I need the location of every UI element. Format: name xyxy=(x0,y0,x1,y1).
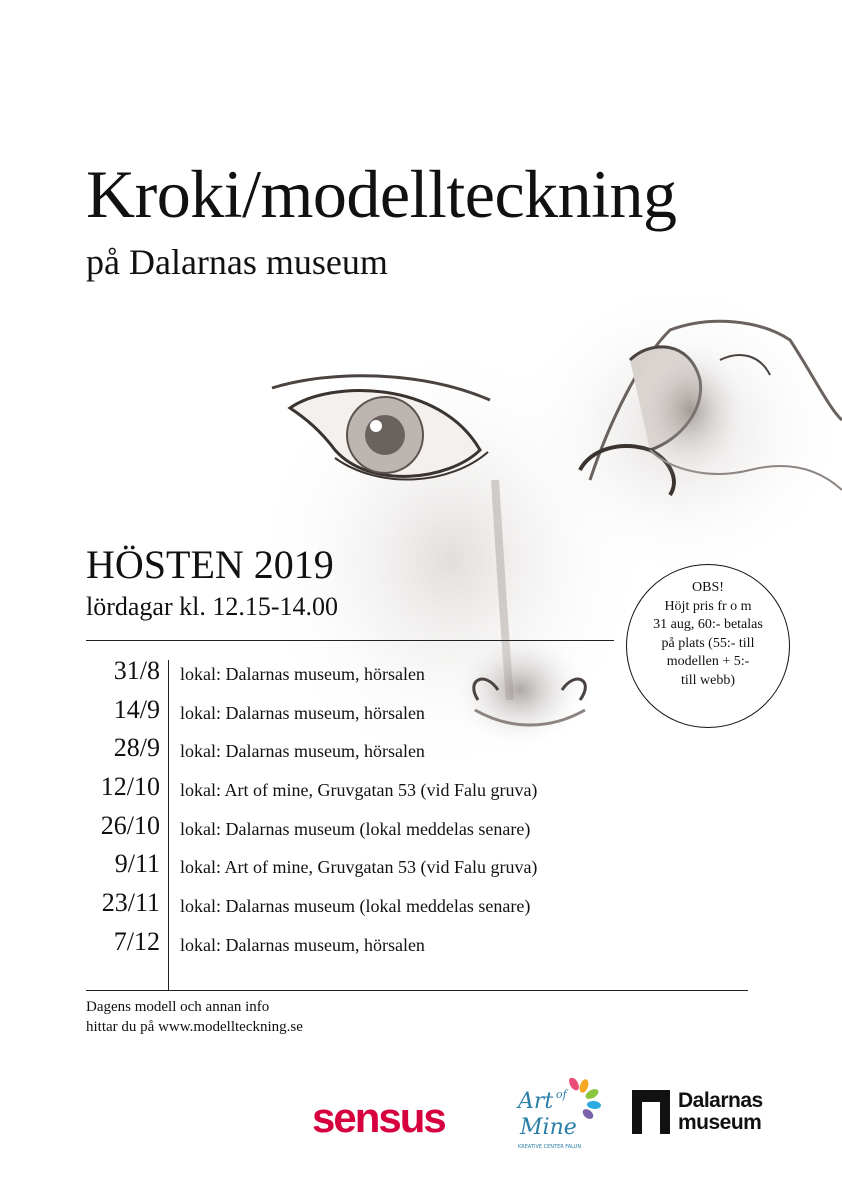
dalarnas-museum-logo xyxy=(678,1090,763,1134)
schedule-list xyxy=(86,656,646,966)
poster-subtitle: på Dalarnas museum xyxy=(86,242,388,282)
sensus-logo: sensus xyxy=(312,1094,445,1141)
schedule-venue: lokal: Dalarnas museum (lokal meddelas senare) xyxy=(180,896,531,917)
schedule-date: 12/10 xyxy=(100,772,160,802)
footer-info xyxy=(86,997,303,1037)
schedule-row xyxy=(86,811,646,850)
schedule-date: 14/9 xyxy=(113,694,160,724)
schedule-date: 31/8 xyxy=(113,656,160,685)
schedule-date: 7/12 xyxy=(113,926,160,956)
notice-line: modellen + 5:- xyxy=(666,654,750,669)
price-notice-circle xyxy=(626,564,790,728)
art-of-mine-word-of: of xyxy=(556,1088,567,1101)
schedule-date: 28/9 xyxy=(113,733,160,763)
poster-title: Kroki/modellteckning xyxy=(86,156,677,232)
dalarnas-museum-mark-icon xyxy=(632,1090,670,1134)
notice-line: 31 aug, 60:- betalas xyxy=(653,617,763,632)
session-hours: lördagar kl. 12.15-14.00 xyxy=(86,592,339,621)
schedule-row xyxy=(86,849,646,888)
notice-line: till webb) xyxy=(680,672,736,688)
schedule-row xyxy=(86,695,646,734)
schedule-venue: lokal: Dalarnas museum, hörsalen xyxy=(180,741,425,762)
schedule-venue: lokal: Dalarnas museum, hörsalen xyxy=(180,934,425,955)
divider-bottom xyxy=(86,990,748,991)
schedule-date: 9/11 xyxy=(114,849,160,879)
notice-line: på plats (55:- till xyxy=(661,635,755,651)
art-of-mine-logo xyxy=(510,1078,602,1152)
notice-line: OBS! xyxy=(692,580,724,595)
schedule-row xyxy=(86,772,646,811)
schedule-row xyxy=(86,927,646,966)
dalarnas-logo-line2: museum xyxy=(678,1111,762,1134)
schedule-row xyxy=(86,733,646,772)
sponsor-logos xyxy=(0,1070,842,1170)
footer-line-website: hittar du på www.modellteckning.se xyxy=(86,1019,303,1035)
schedule-date: 23/11 xyxy=(101,888,160,918)
schedule-row xyxy=(86,888,646,927)
schedule-venue: lokal: Dalarnas museum (lokal meddelas senare) xyxy=(180,818,531,839)
notice-line: Höjt pris fr o m xyxy=(664,598,752,614)
dalarnas-logo-line1: Dalarnas xyxy=(678,1089,763,1112)
art-of-mine-word-art: Art xyxy=(518,1089,554,1114)
schedule-row xyxy=(86,656,646,695)
season-heading: HÖSTEN 2019 xyxy=(86,542,334,587)
schedule-venue: lokal: Dalarnas museum, hörsalen xyxy=(180,664,425,684)
footer-line: Dagens modell och annan info xyxy=(86,999,270,1015)
schedule-date: 26/10 xyxy=(100,810,160,840)
schedule-venue: lokal: Art of mine, Gruvgatan 53 (vid Falu gruva) xyxy=(180,780,538,801)
divider-top xyxy=(86,640,614,641)
art-of-mine-tagline: KREATIVE CENTER FALUN xyxy=(518,1144,582,1150)
schedule-venue: lokal: Art of mine, Gruvgatan 53 (vid Falu gruva) xyxy=(180,857,538,878)
schedule-venue: lokal: Dalarnas museum, hörsalen xyxy=(180,702,425,723)
art-of-mine-word-mine: Mine xyxy=(520,1115,577,1140)
